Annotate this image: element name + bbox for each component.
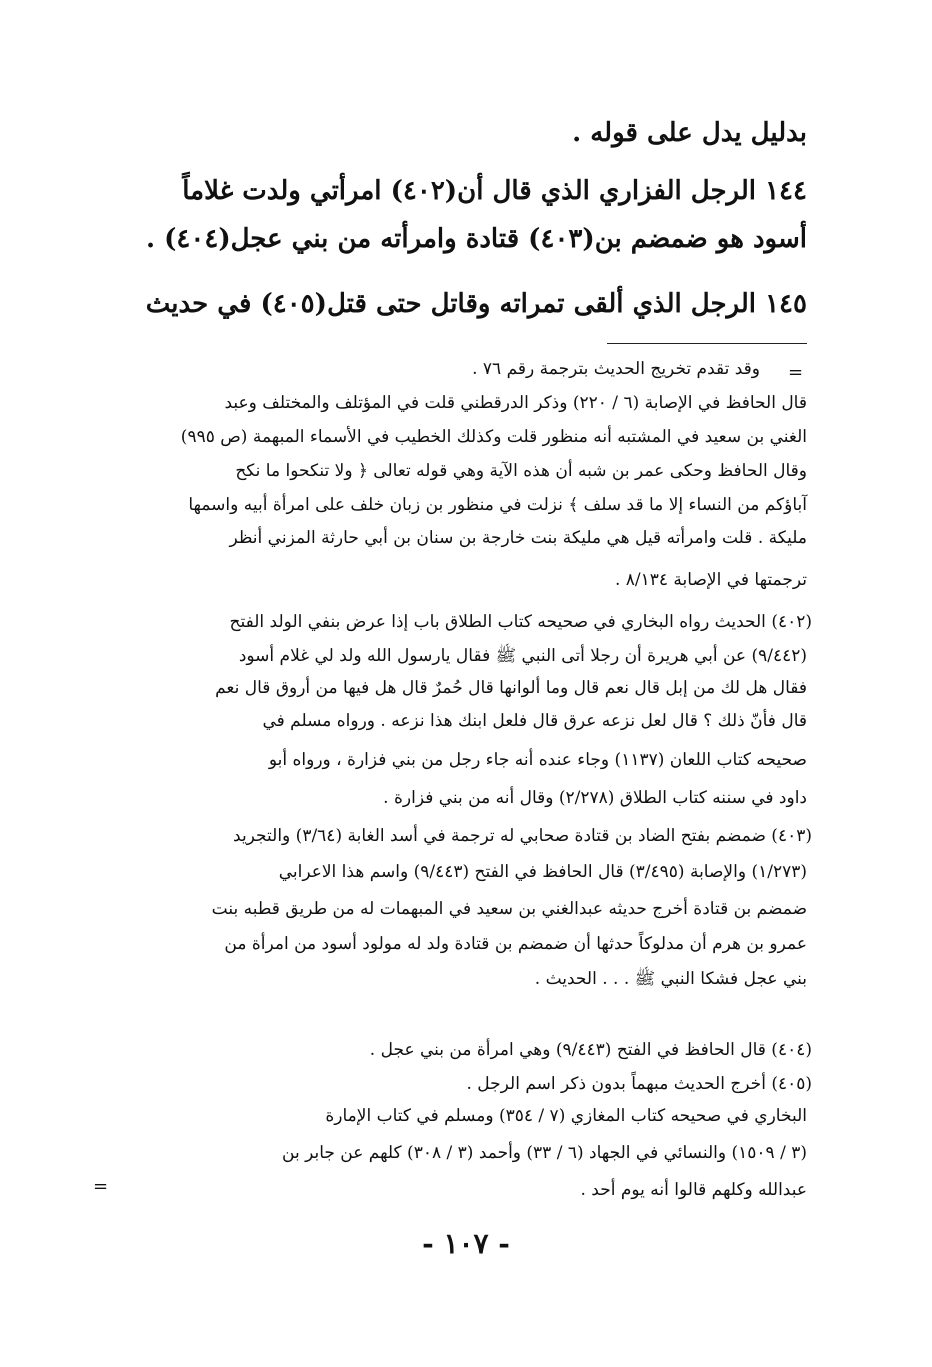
footnote-line: ضمضم بن قتادة أخرج حديثه عبدالغني بن سعيد في المبهمات له من طريق قطبه بنت: [211, 899, 807, 919]
entry-145-line-1: ١٤٥ الرجل الذي ألقى تمراته وقاتل حتى قتل(٤٠٥) في حديث: [145, 289, 807, 319]
footnote-402: (٤٠٢) الحديث رواه البخاري في صحيحه كتاب الطلاق باب إذا عرض بنفي الولد الفتح: [229, 612, 812, 632]
entry-144-line-1: ١٤٤ الرجل الفزاري الذي قال أن(٤٠٢) امرأتي ولدت غلاماً: [182, 176, 807, 206]
footnote-405: (٤٠٥) أخرج الحديث مبهماً بدون ذكر اسم الرجل .: [466, 1074, 812, 1094]
main-text-line: بدليل يدل على قوله .: [572, 118, 807, 148]
entry-144-line-2: أسود هو ضمضم بن(٤٠٣) قتادة وامرأته من بني عجل(٤٠٤) .: [146, 224, 807, 254]
footnote-line: آباؤكم من النساء إلا ما قد سلف ﴾ نزلت في منظور بن زبان خلف على امرأة أبيه واسمها: [188, 495, 807, 515]
continuation-marker-top: =: [788, 362, 804, 383]
footnote-404: (٤٠٤) قال الحافظ في الفتح (٩/٤٤٣) وهي امرأة من بني عجل .: [369, 1040, 812, 1060]
footnote-line: داود في سننه كتاب الطلاق (٢/٢٧٨) وقال أنه من بني فزارة .: [383, 788, 807, 808]
footnote-line: ترجمتها في الإصابة ٨/١٣٤ .: [614, 570, 807, 590]
footnote-line: (٣ / ١٥٠٩) والنسائي في الجهاد (٦ / ٣٣) وأحمد (٣ / ٣٠٨) كلهم عن جابر بن: [282, 1143, 807, 1163]
continuation-marker-bottom: =: [93, 1176, 109, 1197]
footnote-403: (٤٠٣) ضمضم بفتح الضاد بن قتادة صحابي له ترجمة في أسد الغابة (٣/٦٤) والتجريد: [233, 826, 812, 846]
footnote-line: عمرو بن هرم أن مدلوكاً حدثها أن ضمضم بن قتادة ولد له مولود أسود من امرأة من: [224, 934, 807, 954]
footnote-separator: [607, 343, 807, 344]
footnote-line: بني عجل فشكا النبي ﷺ . . . الحديث .: [534, 969, 807, 989]
footnote-line: البخاري في صحيحه كتاب المغازي (٧ / ٣٥٤) ومسلم في كتاب الإمارة: [325, 1106, 807, 1126]
footnote-line: (٩/٤٤٢) عن أبي هريرة أن رجلا أتى النبي ﷺ فقال يارسول الله ولد لي غلام أسود: [238, 646, 807, 666]
footnote-line: قال فأنّ ذلك ؟ قال لعل نزعه عرق قال فلعل ابنك هذا نزعه . ورواه مسلم في: [262, 711, 807, 731]
page-number: - ١٠٧ -: [422, 1227, 510, 1260]
footnote-line: فقال هل لك من إبل قال نعم قال وما ألوانها قال حُمرٌ قال هل فيها من أروق قال نعم: [215, 678, 807, 698]
footnote-line: صحيحه كتاب اللعان (١١٣٧) وجاء عنده أنه جاء رجل من بني فزارة ، ورواه أبو: [268, 750, 807, 770]
footnote-line: قال الحافظ في الإصابة (٦ / ٢٢٠) وذكر الدرقطني قلت في المؤتلف والمختلف وعبد: [224, 393, 807, 413]
footnote-line: الغني بن سعيد في المشتبه أنه منظور قلت وكذلك الخطيب في الأسماء المبهمة (ص ٩٩٥): [180, 427, 807, 447]
footnote-line: وقد تقدم تخريج الحديث بترجمة رقم ٧٦ .: [472, 359, 760, 379]
footnote-line: (١/٢٧٣) والإصابة (٣/٤٩٥) قال الحافظ في الفتح (٩/٤٤٣) واسم هذا الاعرابي: [278, 862, 807, 882]
footnote-line: عبدالله وكلهم قالوا أنه يوم أحد .: [580, 1180, 807, 1200]
footnote-line: مليكة . قلت وامرأته قيل هي مليكة بنت خارجة بن سنان بن أبي حارثة المزني أنظر: [229, 528, 807, 548]
footnote-line: وقال الحافظ وحكى عمر بن شبه أن هذه الآية وهي قوله تعالى ﴿ ولا تنكحوا ما نكح: [235, 461, 807, 481]
